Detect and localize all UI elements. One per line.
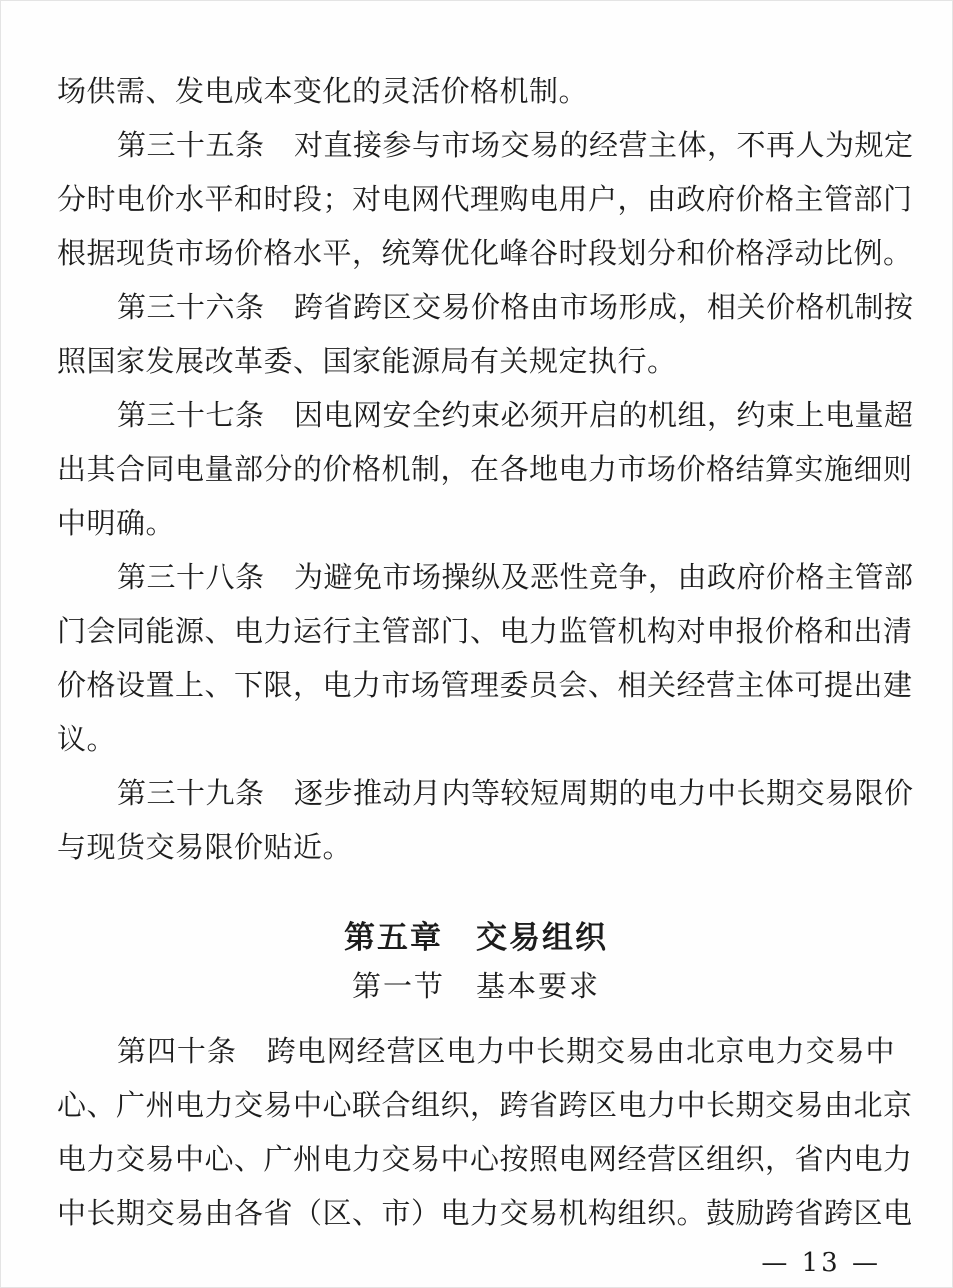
body-line: 分时电价水平和时段；对电网代理购电用户，由政府价格主管部门	[57, 182, 913, 216]
body-line: 第三十六条 跨省跨区交易价格由市场形成，相关价格机制按	[117, 290, 914, 324]
body-line: 与现货交易限价贴近。	[57, 830, 353, 864]
body-line: 出其合同电量部分的价格机制，在各地电力市场价格结算实施细则	[57, 452, 913, 486]
body-line: 照国家发展改革委、国家能源局有关规定执行。	[57, 344, 677, 378]
body-line: 议。	[57, 722, 117, 756]
body-line: 心、广州电力交易中心联合组织，跨省跨区电力中长期交易由北京	[57, 1088, 913, 1122]
body-line: 电力交易中心、广州电力交易中心按照电网经营区组织，省内电力	[57, 1142, 913, 1176]
body-line: 中长期交易由各省（区、市）电力交易机构组织。鼓励跨省跨区电	[57, 1196, 913, 1230]
body-line: 价格设置上、下限，电力市场管理委员会、相关经营主体可提出建	[57, 668, 913, 702]
page-number: — 13 —	[761, 1248, 881, 1278]
chapter-heading: 第五章 交易组织	[344, 920, 608, 956]
body-line: 场供需、发电成本变化的灵活价格机制。	[57, 74, 589, 108]
body-line: 第三十八条 为避免市场操纵及恶性竞争，由政府价格主管部	[117, 560, 914, 594]
body-line: 中明确。	[57, 506, 176, 540]
body-line: 门会同能源、电力运行主管部门、电力监管机构对申报价格和出清	[57, 614, 913, 648]
body-line: 第三十五条 对直接参与市场交易的经营主体，不再人为规定	[117, 128, 914, 162]
body-line: 第四十条 跨电网经营区电力中长期交易由北京电力交易中	[117, 1034, 895, 1068]
section-heading: 第一节 基本要求	[351, 969, 600, 1003]
body-line: 第三十七条 因电网安全约束必须开启的机组，约束上电量超	[117, 398, 914, 432]
body-line: 根据现货市场价格水平，统筹优化峰谷时段划分和价格浮动比例。	[57, 236, 913, 270]
body-line: 第三十九条 逐步推动月内等较短周期的电力中长期交易限价	[117, 776, 914, 810]
